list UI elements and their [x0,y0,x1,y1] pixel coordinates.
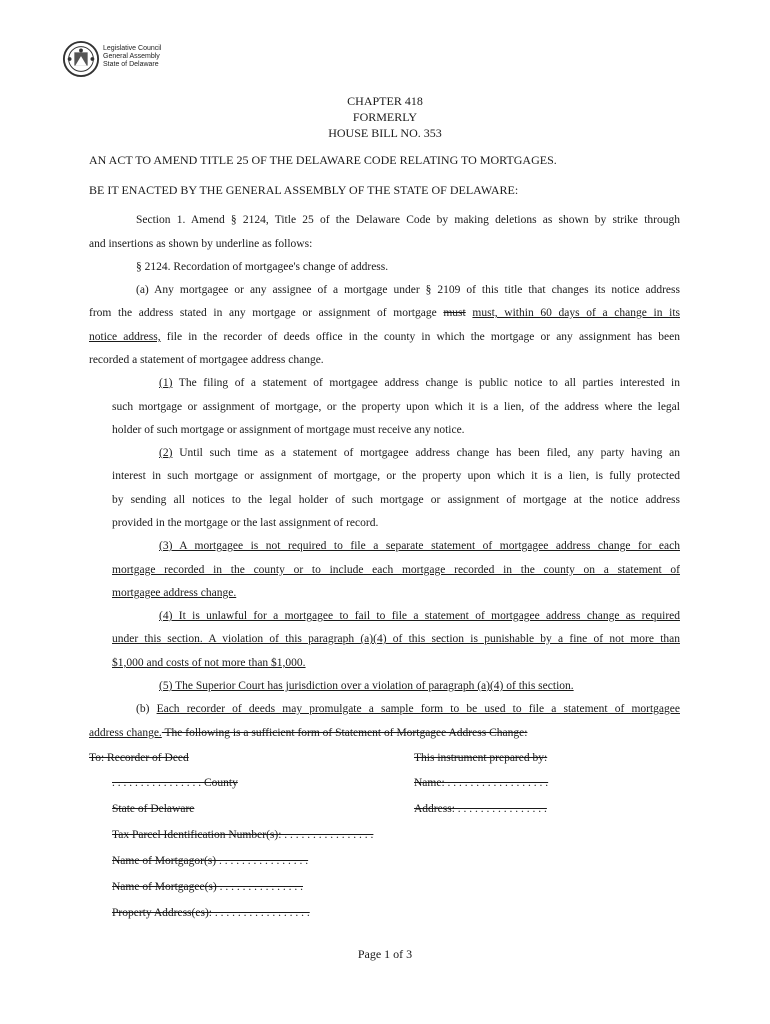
para-2-line: interest in such mortgage or assignment of mortgage, or the property upon which it is a lien, is fully protected [112,470,680,482]
section-heading: § 2124. Recordation of mortgagee's change of address. [136,261,389,273]
agency-line: Legislative Council [103,45,162,52]
para-3-line: mortgagee address change. [112,587,237,599]
form-state: State of Delaware [112,803,195,815]
plain-text: from the address stated in any mortgage or assignment of mortgage [89,307,444,319]
para-4-line: $1,000 and costs of not more than $1,000. [112,657,306,669]
formerly-heading: FORMERLY [352,110,418,124]
inserted-text: Each recorder of deeds may promulgate a sample form to be used to file a statement of mortgagee [156,703,680,715]
agency-line: State of Delaware [103,61,159,68]
plain-text: file in the recorder of deeds office in the county in which the mortgage or any assignment has been [160,331,680,343]
form-prepared-by: This instrument prepared by: [414,752,548,764]
inserted-text: address change. [89,727,162,739]
delaware-seal-icon [62,40,100,78]
para-2-line: provided in the mortgage or the last assignment of record. [112,517,379,529]
para-4-line: under this section. A violation of this paragraph (a)(4) of this section is punishable by a fine of not more than [112,633,680,645]
para-4-line: (4) It is unlawful for a mortgagee to fail to file a statement of mortgagee address change as required [159,610,680,622]
para-a-line [89,306,680,320]
section1-line: Section 1. Amend § 2124, Title 25 of the Delaware Code by making deletions as shown by strike through [136,214,680,226]
plain-text: Until such time as a statement of mortgagee address change has been filed, any party having an [172,447,680,459]
struck-text: must [443,307,466,319]
form-tax-parcel: Tax Parcel Identification Number(s): . . . . . . . . . . . . . . . . [112,829,374,841]
para-1-line [159,376,680,390]
agency-line: General Assembly [103,53,160,60]
form-mortgagor: Name of Mortgagor(s) . . . . . . . . . . . . . . . . [112,855,309,867]
form-address: Address: . . . . . . . . . . . . . . . . [414,803,547,815]
para-a-line: recorded a statement of mortgagee address change. [89,354,324,366]
para-b-line [89,726,527,740]
para-a-line: (a) Any mortgagee or any assignee of a mortgage under § 2109 of this title that changes its notice address [136,284,680,296]
form-county: . . . . . . . . . . . . . . . . County [112,777,238,789]
page-number: Page 1 of 3 [357,947,413,961]
chapter-heading: CHAPTER 418 [347,94,423,108]
inserted-text: (2) [159,447,173,459]
para-2-line: by sending all notices to the legal holder of such mortgage or assignment of mortgage at the notice address [112,494,680,506]
plain-text: (b) [136,703,157,715]
inserted-text: (1) [159,377,173,389]
plain-text: The filing of a statement of mortgagee address change is public notice to all parties interested in [172,377,680,389]
inserted-text: notice address, [89,331,161,343]
para-3-line: mortgage recorded in the county or to include each mortgage recorded in the county on a statement of [112,564,680,576]
bill-heading: HOUSE BILL NO. 353 [328,126,442,140]
form-property: Property Address(es): . . . . . . . . . . . . . . . . . [112,907,310,919]
form-name: Name: . . . . . . . . . . . . . . . . . . [414,777,549,789]
enacting-clause: BE IT ENACTED BY THE GENERAL ASSEMBLY OF THE STATE OF DELAWARE: [89,183,519,197]
para-2-line [159,446,680,460]
act-title: AN ACT TO AMEND TITLE 25 OF THE DELAWARE CODE RELATING TO MORTGAGES. [89,153,557,167]
agency-block [103,45,161,69]
section1-line: and insertions as shown by underline as follows: [89,238,313,250]
form-to-label: To: Recorder of Deed [89,752,189,764]
para-1-line: holder of such mortgage or assignment of mortgage must receive any notice. [112,424,465,436]
para-b-line [136,702,680,716]
form-mortgagee: Name of Mortgagee(s) . . . . . . . . . . . . . . . [112,881,303,893]
para-a-line [89,330,680,344]
para-3-line: (3) A mortgagee is not required to file a separate statement of mortgagee address change for each [159,540,680,552]
para-5-line: (5) The Superior Court has jurisdiction over a violation of paragraph (a)(4) of this section. [159,680,574,692]
inserted-text: must, within 60 days of a change in its [472,307,680,319]
struck-text: The following is a sufficient form of Statement of Mortgagee Address Change: [161,727,528,739]
para-1-line: such mortgage or assignment of mortgage, or the property upon which it is a lien, of the address where the legal [112,401,680,413]
